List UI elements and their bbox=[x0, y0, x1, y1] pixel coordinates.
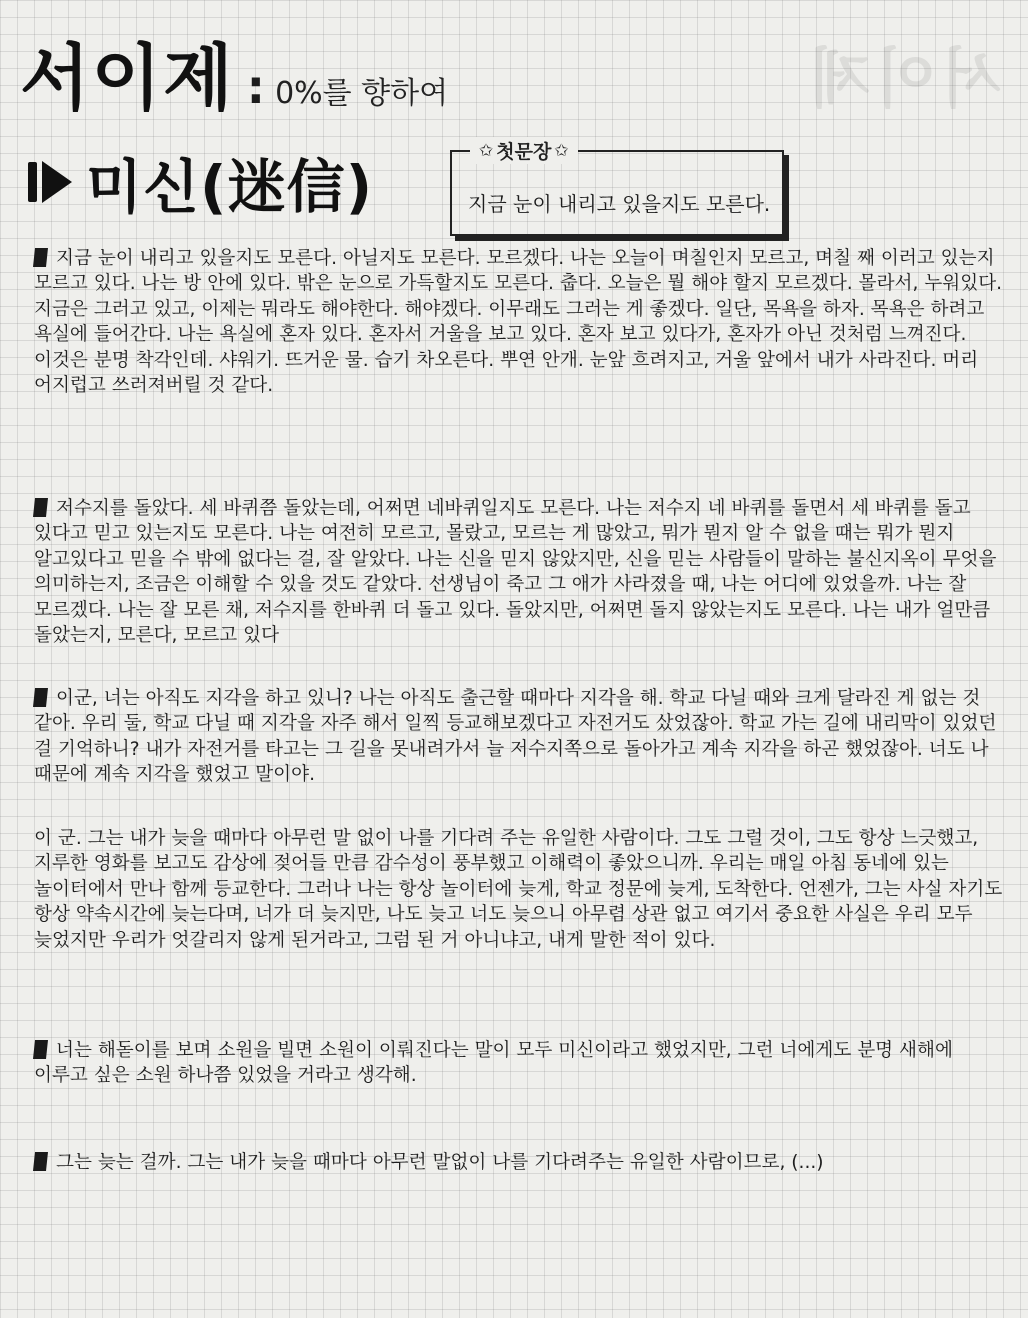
paragraph bbox=[34, 1038, 1006, 1089]
play-icon-triangle bbox=[42, 161, 72, 203]
section-heading bbox=[28, 140, 373, 224]
paragraph bbox=[34, 496, 1006, 648]
page-title: 서이제 bbox=[20, 36, 235, 120]
paragraph-text: 이군, 너는 아직도 지각을 하고 있니? 나는 아직도 출근할 때마다 지각을 해. 학교 다닐 때와 크게 달라진 게 없는 것 같아. 우리 둘, 학교 다닐 때 지각을 자주 해서 일찍 등교해보겠다고 자전거도 샀었잖아. 학교 가는 길에 내리막이 있었던 걸 기억하니? 내가 자전거를 타고는 그 길을 못내려가서 늘 저수지쪽으로 돌아가고 계속 지각을 하곤 했었잖아. 너도 나 때문에 계속 지각을 했었고 말이야. bbox=[34, 688, 997, 786]
paragraph-text: 그는 늦는 걸까. 그는 내가 늦을 때마다 아무런 말없이 나를 기다려주는 유일한 사람이므로, (...) bbox=[56, 1152, 824, 1173]
first-sentence-box bbox=[450, 140, 784, 236]
star-icon: ✩ bbox=[554, 140, 569, 161]
star-icon: ✩ bbox=[479, 140, 494, 161]
page-subtitle: 0%를 향하여 bbox=[275, 76, 449, 111]
paragraph bbox=[34, 246, 1006, 398]
bleed-through-text: 서이제 bbox=[804, 43, 1002, 117]
paragraph bbox=[34, 1150, 1006, 1175]
paragraph-text: 이 군. 그는 내가 늦을 때마다 아무런 말 없이 나를 기다려 주는 유일한 사람이다. 그도 그럴 것이, 그도 항상 느긋했고, 지루한 영화를 보고도 감상에 젖어들 만큼 감수성이 풍부했고 이해력이 좋았으니까. 우리는 매일 아침 동네에 있는 놀이터에서 만나 함께 등교한다. 그러나 나는 항상 놀이터에 늦게, 학교 정문에 늦게, 도착한다. 언젠가, 그는 사실 자기도 항상 약속시간에 늦는다며, 너가 더 늦지만, 나도 늦고 너도 늦으니 아무렴 상관 없고 여기서 중요한 사실은 우리 모두 늦었지만 우리가 엇갈리지 않게 된거라고, 그럼 된 거 아니냐고, 내게 말한 적이 있다. bbox=[34, 828, 1003, 951]
bullet-marker-icon bbox=[33, 1152, 48, 1171]
section-title: 미신(迷信) bbox=[86, 153, 374, 221]
bullet-marker-icon bbox=[33, 498, 48, 517]
title-colon: : bbox=[246, 60, 266, 114]
play-icon bbox=[28, 161, 72, 203]
first-sentence-text: 지금 눈이 내리고 있을지도 모른다. bbox=[468, 192, 771, 216]
paragraph-text: 너는 해돋이를 보며 소원을 빌면 소원이 이뤄진다는 말이 모두 미신이라고 했었지만, 그런 너에게도 분명 새해에 이루고 싶은 소원 하나쯤 있었을 거라고 생각해. bbox=[34, 1040, 953, 1087]
paragraph-text: 지금 눈이 내리고 있을지도 모른다. 아닐지도 모른다. 모르겠다. 나는 오늘이 며칠인지 모르고, 며칠 째 이러고 있는지 모르고 있다. 나는 방 안에 있다. 밖은 눈으로 가득할지도 모른다. 춥다. 오늘은 뭘 해야 할지 모르겠다. 몰라서, 누워있다. 지금은 그러고 있고, 이제는 뭐라도 해야한다. 해야겠다. 이무래도 그러는 게 좋겠다. 일단, 목욕을 하자. 목욕은 하려고 욕실에 들어간다. 나는 욕실에 혼자 있다. 혼자서 거울을 보고 있다. 혼자 보고 있다가, 혼자가 아닌 것처럼 느껴진다. 이것은 분명 착각인데. 샤워기. 뜨거운 물. 습기 차오른다. 뿌연 안개. 눈앞 흐려지고, 거울 앞에서 내가 사라진다. 머리 어지럽고 쓰러져버릴 것 같다. bbox=[34, 248, 1003, 397]
first-sentence-label bbox=[470, 137, 578, 164]
paragraph bbox=[34, 686, 1006, 788]
play-icon-bar bbox=[28, 162, 37, 202]
bullet-marker-icon bbox=[33, 1040, 48, 1059]
page-header bbox=[20, 20, 448, 124]
paragraph bbox=[34, 826, 1006, 953]
first-sentence-label-text: 첫문장 bbox=[496, 141, 552, 163]
bullet-marker-icon bbox=[33, 688, 48, 707]
bullet-marker-icon bbox=[33, 248, 48, 267]
paragraph-text: 저수지를 돌았다. 세 바퀴쯤 돌았는데, 어쩌면 네바퀴일지도 모른다. 나는 저수지 네 바퀴를 돌면서 세 바퀴를 돌고 있다고 믿고 있는지도 모른다. 나는 여전히 모르고, 몰랐고, 모르는 게 많았고, 뭐가 뭔지 알 수 없을 때는 뭐가 뭔지 알고있다고 믿을 수 밖에 없다는 걸, 잘 알았다. 나는 신을 믿지 않았지만, 신을 믿는 사람들이 말하는 불신지옥이 무엇을 의미하는지, 조금은 이해할 수 있을 것도 같았다. 선생님이 죽고 그 애가 사라졌을 때, 나는 어디에 있었을까. 나는 잘 모르겠다. 나는 잘 모른 채, 저수지를 한바퀴 더 돌고 있다. 돌았지만, 어쩌면 돌지 않았는지도 모른다. 나는 내가 얼만큼 돌았는지, 모른다, 모르고 있다 bbox=[34, 498, 997, 647]
